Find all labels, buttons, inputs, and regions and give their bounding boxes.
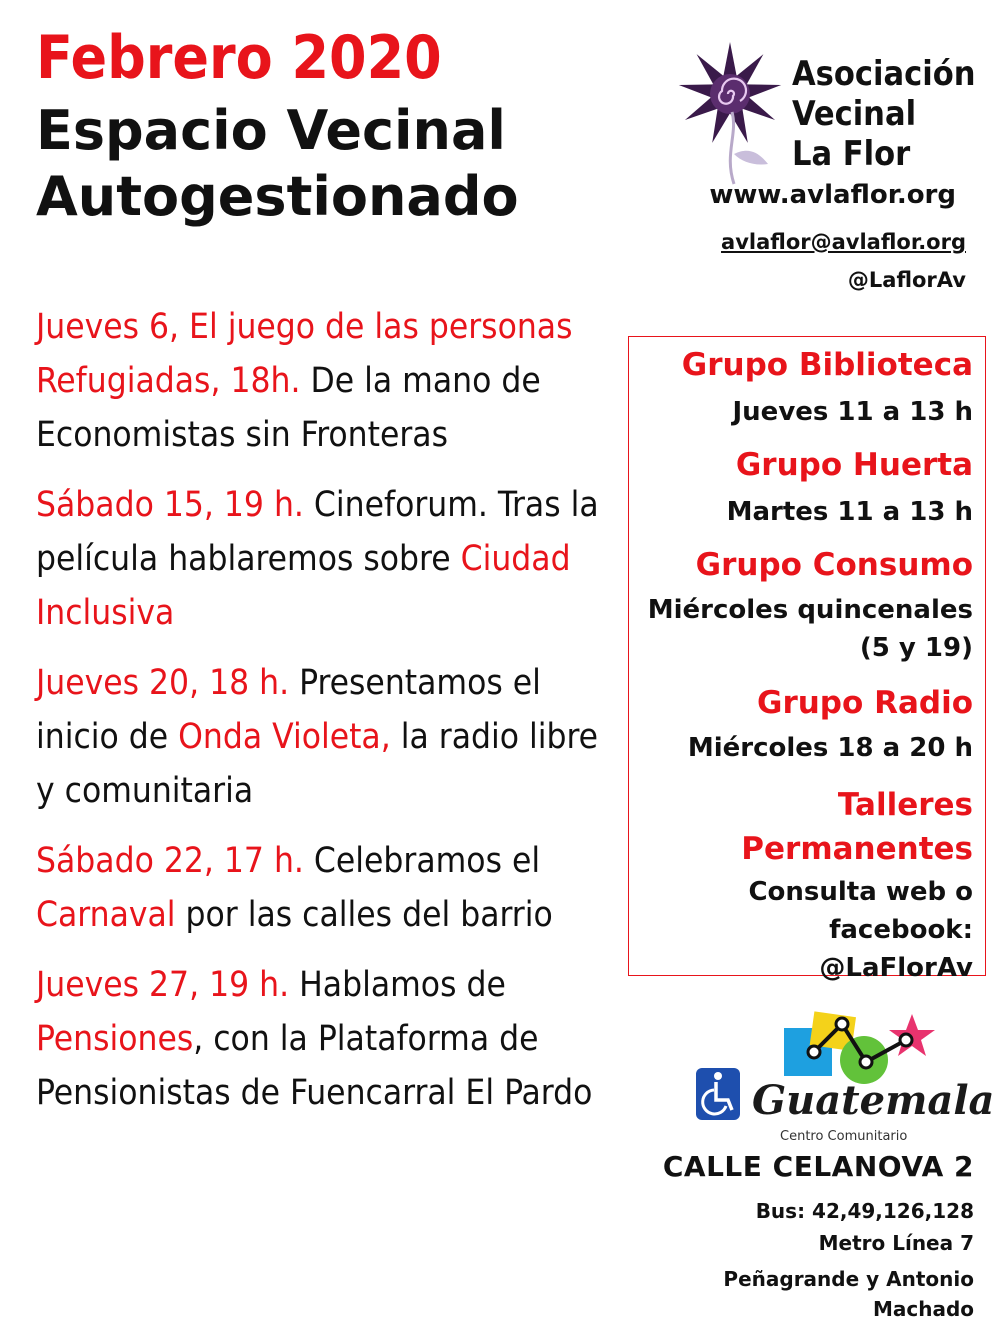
- group-schedule: Miércoles 18 a 20 h: [687, 733, 973, 763]
- event-item: [36, 478, 626, 640]
- event-date: Sábado 15, 19 h.: [36, 485, 304, 525]
- event-text: Hablamos de: [289, 965, 506, 1005]
- group-schedule: Miércoles quincenales (5 y 19): [647, 595, 973, 663]
- group-schedule: Jueves 11 a 13 h: [732, 397, 973, 427]
- month-title: Febrero 2020: [36, 23, 442, 93]
- social-handle[interactable]: @LaflorAv: [847, 268, 966, 292]
- event-text: Presentamos el inicio de: [36, 663, 541, 757]
- group-title: Grupo Huerta: [735, 447, 973, 483]
- event-item: [36, 300, 626, 462]
- event-text: Cineforum. Tras la película hablaremos sobre: [36, 485, 599, 579]
- event-highlight: Pensiones: [36, 1019, 194, 1059]
- event-highlight: Carnaval: [36, 895, 176, 935]
- groups-box: [628, 336, 986, 983]
- association-name-line-3: La Flor: [792, 134, 911, 174]
- event-item: [36, 834, 626, 942]
- event-text-tail: por las calles del barrio: [175, 895, 553, 935]
- event-highlight: Ciudad Inclusiva: [36, 539, 571, 633]
- venue-address: CALLE CELANOVA 2: [662, 1150, 974, 1183]
- event-text: Celebramos el: [303, 841, 541, 881]
- event-date: Jueves 20, 18 h.: [36, 663, 290, 703]
- group-item: [727, 445, 973, 531]
- title-line-1: Espacio Vecinal: [36, 99, 506, 162]
- group-title: Talleres Permanentes: [741, 787, 973, 867]
- group-title: Grupo Biblioteca: [681, 347, 973, 383]
- wheelchair-icon: [696, 1068, 740, 1120]
- website-link[interactable]: www.avlaflor.org: [709, 180, 956, 210]
- guatemala-logo-icon: [692, 1010, 995, 1150]
- bus-lines: Bus: 42,49,126,128: [755, 1199, 974, 1223]
- group-item: [688, 683, 973, 767]
- venue-logo-name: Guatemala: [752, 1077, 995, 1124]
- group-title: Grupo Radio: [757, 685, 973, 721]
- group-title: Grupo Consumo: [695, 547, 973, 583]
- page-title: [36, 98, 519, 230]
- event-item: [36, 656, 626, 818]
- event-item: [36, 958, 626, 1120]
- association-name-line-1: Asociación: [792, 54, 976, 94]
- group-item: [643, 545, 973, 667]
- metro-line: Metro Línea 7: [818, 1231, 974, 1255]
- metro-stations: Peñagrande y Antonio Machado: [723, 1267, 974, 1321]
- event-text-tail: , con la Plataforma de Pensionistas de Fuencarral El Pardo: [36, 1019, 593, 1113]
- event-highlight: Onda Violeta,: [178, 717, 391, 757]
- event-date: Sábado 22, 17 h.: [36, 841, 304, 881]
- group-schedule: Consulta web o facebook: @LaFlorAv: [748, 877, 973, 983]
- email-link[interactable]: avlaflor@avlaflor.org: [721, 230, 966, 254]
- group-item: [682, 345, 973, 431]
- venue-logo-subtitle: Centro Comunitario: [780, 1129, 908, 1144]
- event-date: Jueves 6, El juego de las personas Refugiadas, 18h.: [36, 307, 573, 401]
- association-name-line-2: Vecinal: [792, 94, 917, 134]
- event-text: De la mano de Economistas sin Fronteras: [36, 361, 541, 455]
- event-text-tail: la radio libre y comunitaria: [36, 717, 599, 811]
- group-item: [673, 783, 973, 987]
- group-schedule: Martes 11 a 13 h: [726, 497, 973, 527]
- event-date: Jueves 27, 19 h.: [36, 965, 290, 1005]
- flower-logo-icon: [668, 36, 788, 186]
- association-name: [792, 54, 976, 174]
- title-line-2: Autogestionado: [36, 165, 519, 228]
- events-list: [36, 300, 626, 1136]
